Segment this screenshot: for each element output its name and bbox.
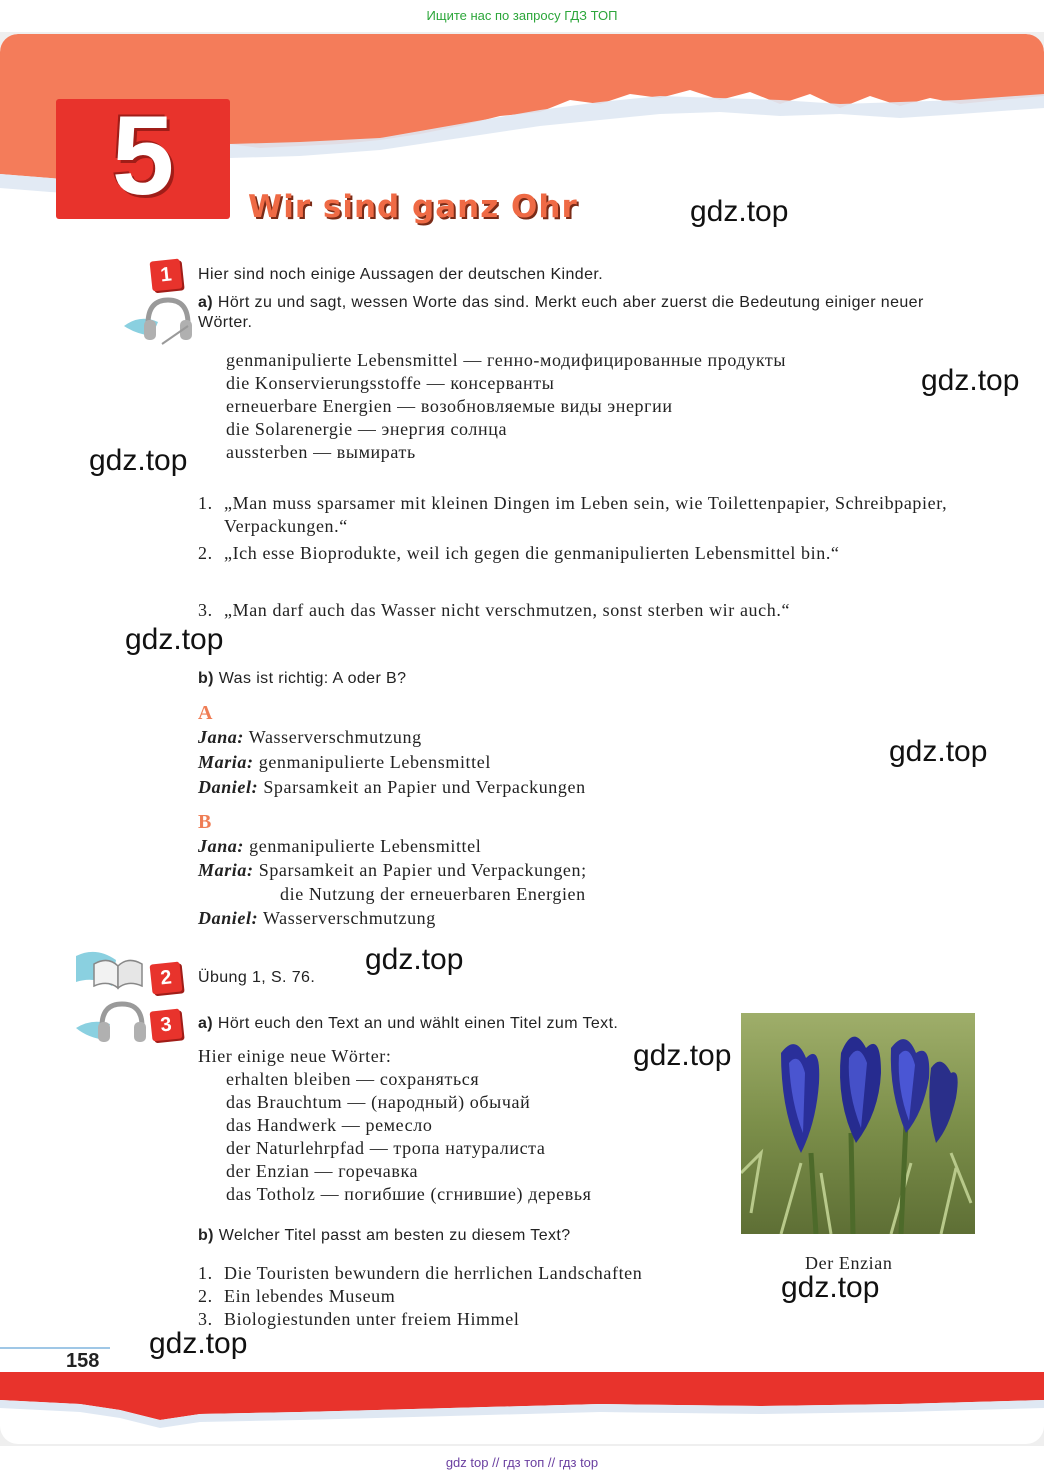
title-option: 2. Ein lebendes Museum <box>198 1286 396 1306</box>
option-b-row: Maria: Sparsamkeit an Papier und Verpackungen; <box>198 860 587 880</box>
vocab-item: das Brauchtum — (народный) обычай <box>226 1092 531 1112</box>
headphones-icon <box>76 1000 146 1046</box>
watermark: gdz.top <box>365 943 464 976</box>
vocab-item: erneuerbare Energien — возобновляемые виды энергии <box>226 396 673 416</box>
chapter-title: Wir sind ganz Ohr <box>248 189 578 225</box>
textbook-page <box>0 34 1044 1444</box>
exercise-1a-instruction <box>198 293 978 333</box>
exercise-1-intro: Hier sind noch einige Aussagen der deutschen Kinder. <box>198 266 604 283</box>
vocab-item: das Totholz — погибшие (сгнившие) деревья <box>226 1184 592 1204</box>
option-b-row-continued: die Nutzung der erneuerbaren Energien <box>280 884 586 904</box>
quote-item-1: 1. „Man muss sparsamer mit kleinen Dingen im Leben sein, wie Toilettenpapier, Schreibpapier, Verpackungen.“ <box>198 492 978 538</box>
quote-text: „Ich esse Bioprodukte, weil ich gegen die genmanipulierten Lebensmittel bin.“ <box>224 543 840 563</box>
watermark: gdz.top <box>149 1327 248 1360</box>
watermark: gdz.top <box>690 195 789 228</box>
exercise-3-vocab-list <box>226 1068 592 1206</box>
watermark: gdz.top <box>781 1271 880 1304</box>
vocab-item: die Solarenergie — энергия солнца <box>226 419 508 439</box>
exercise-1a-text: Hört zu und sagt, wessen Worte das sind. Merkt euch aber zuerst die Bedeutung einiger neuer Wörter. <box>198 294 924 331</box>
quote-text: „Man darf auch das Wasser nicht verschmutzen, sonst sterben wir auch.“ <box>224 600 791 620</box>
quote-text: „Man muss sparsamer mit kleinen Dingen im Leben sein, wie Toilettenpapier, Schreibpapier, Verpackungen.“ <box>224 493 948 536</box>
vocab-item: erhalten bleiben — сохраняться <box>226 1069 480 1089</box>
watermark: gdz.top <box>89 444 188 477</box>
exercise-3a-instruction: a) Hört euch den Text an und wählt einen Titel zum Text. <box>198 1015 619 1032</box>
quote-item-3: 3. „Man darf auch das Wasser nicht verschmutzen, sonst sterben wir auch.“ <box>198 600 791 620</box>
book-icon <box>76 946 144 992</box>
exercise-3b-instruction: b) Welcher Titel passt am besten zu diesem Text? <box>198 1227 571 1244</box>
exercise-2-badge: 2 <box>150 962 183 995</box>
exercise-3-badge: 3 <box>150 1009 183 1042</box>
exercise-1-badge: 1 <box>150 259 183 292</box>
page-number: 158 <box>66 1350 100 1372</box>
chapter-number: 5 <box>111 93 175 218</box>
title-option: 1. Die Touristen bewundern die herrlichen Landschaften <box>198 1263 643 1283</box>
watermark: gdz.top <box>921 364 1020 397</box>
option-a-row: Jana: Wasserverschmutzung <box>198 727 422 747</box>
vocab-item: aussterben — вымирать <box>226 442 416 462</box>
option-a-row: Maria: genmanipulierte Lebensmittel <box>198 752 491 772</box>
option-b-row: Jana: genmanipulierte Lebensmittel <box>198 836 482 856</box>
option-a <box>198 702 586 800</box>
watermark: gdz.top <box>125 623 224 656</box>
headphones-icon <box>122 296 192 348</box>
top-banner: Ищите нас по запросу ГДЗ ТОП <box>0 0 1044 32</box>
vocab-item: der Naturlehrpfad — тропа натуралиста <box>226 1138 546 1158</box>
vocab-item: die Konservierungsstoffe — консерванты <box>226 373 555 393</box>
exercise-3-title-options <box>198 1262 642 1331</box>
option-b-row: Daniel: Wasserverschmutzung <box>198 908 436 928</box>
quote-item-2: 2. „Ich esse Bioprodukte, weil ich gegen die genmanipulierten Lebensmittel bin.“ <box>198 543 840 563</box>
gentian-flower-photo <box>741 1013 975 1234</box>
exercise-1a-label: a) <box>198 294 214 311</box>
photo-caption: Der Enzian <box>805 1253 893 1273</box>
vocab-item: genmanipulierte Lebensmittel — генно-модифицированные продукты <box>226 350 787 370</box>
exercise-1b-instruction: b) Was ist richtig: A oder B? <box>198 670 407 687</box>
vocab-item: der Enzian — горечавка <box>226 1161 419 1181</box>
bottom-banner: gdz top // гдз топ // гдз top <box>0 1446 1044 1480</box>
option-a-letter: A <box>198 702 213 724</box>
exercise-3-vocab-title: Hier einige neue Wörter: <box>198 1046 392 1066</box>
option-b <box>198 811 587 930</box>
exercise-1-vocab-list <box>226 349 786 464</box>
option-a-row: Daniel: Sparsamkeit an Papier und Verpackungen <box>198 777 586 797</box>
watermark: gdz.top <box>633 1039 732 1072</box>
watermark: gdz.top <box>889 735 988 768</box>
option-b-letter: B <box>198 811 212 833</box>
vocab-item: das Handwerk — ремесло <box>226 1115 433 1135</box>
exercise-2-text: Übung 1, S. 76. <box>198 969 316 986</box>
chapter-number-box <box>56 93 230 219</box>
title-option: 3. Biologiestunden unter freiem Himmel <box>198 1309 520 1329</box>
